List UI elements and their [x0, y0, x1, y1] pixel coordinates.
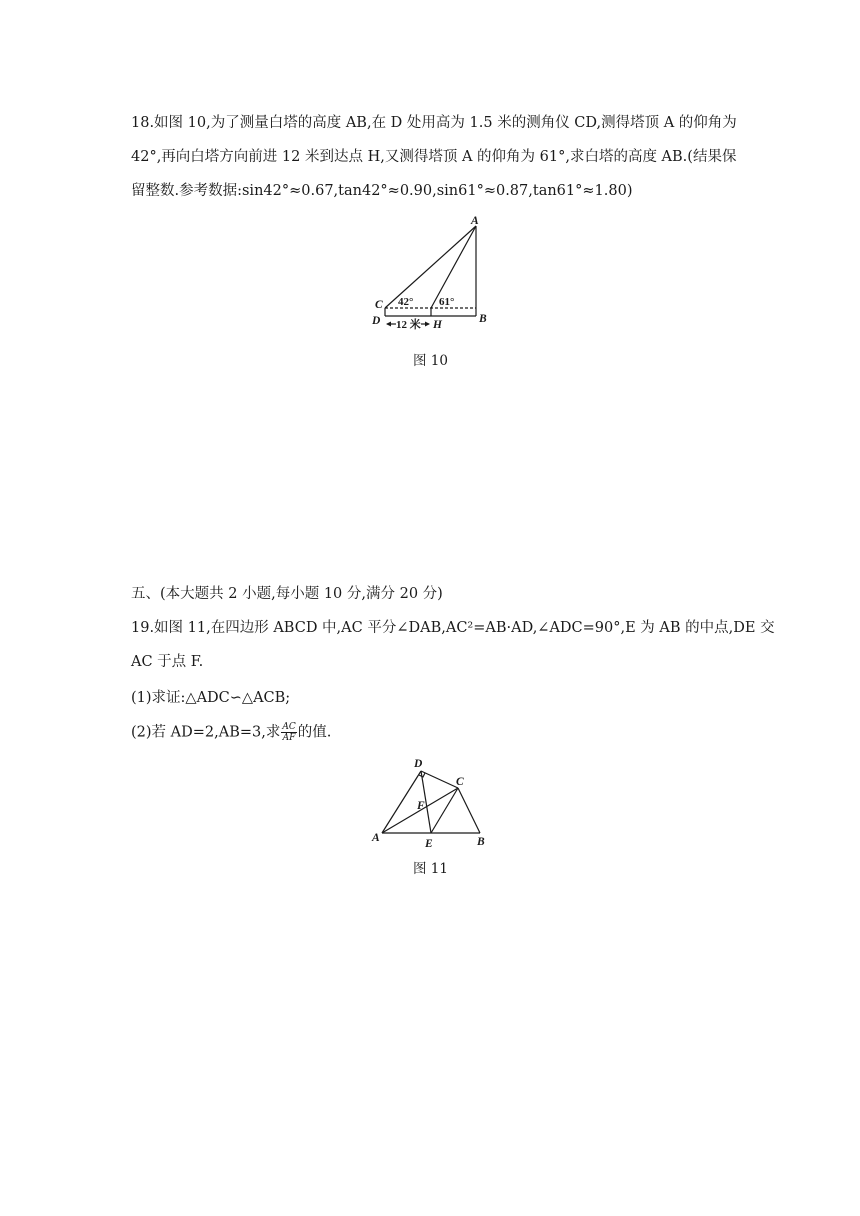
label-F: F	[417, 800, 425, 812]
distance-label: 12 米	[396, 319, 421, 331]
segment-CB	[458, 788, 480, 833]
q18-line-1: 18.如图 10,为了测量白塔的高度 AB,在 D 处用高为 1.5 米的测角仪 CD,测得塔顶 A 的仰角为	[131, 115, 737, 131]
q18-line-2: 42°,再向白塔方向前进 12 米到达点 H,又测得塔顶 A 的仰角为 61°,求白塔的高度 AB.(结果保	[131, 149, 737, 165]
q19-part-1: (1)求证:△ADC∽△ACB;	[131, 690, 291, 706]
angle-42-label: 42°	[398, 296, 414, 308]
label-B: B	[479, 313, 487, 325]
label-H: H	[433, 319, 442, 331]
label-D: D	[372, 315, 381, 327]
angle-61-label: 61°	[439, 296, 455, 308]
figure-10	[365, 212, 495, 334]
label-D: D	[414, 758, 423, 770]
q19-line-2: AC 于点 F.	[131, 654, 204, 670]
q19-part-2-suffix: 的值.	[297, 724, 332, 741]
section-5-heading: 五、(本大题共 2 小题,每小题 10 分,满分 20 分)	[131, 586, 443, 602]
label-C: C	[375, 299, 383, 311]
fraction-numerator: AC	[282, 722, 296, 732]
fraction-denominator: AF	[282, 733, 296, 743]
label-B: B	[477, 836, 485, 848]
segment-DC	[421, 771, 458, 788]
arrowhead-right	[425, 322, 430, 327]
q19-line-1: 19.如图 11,在四边形 ABCD 中,AC 平分∠DAB,AC²=AB·AD,∠ADC=90°,E 为 AB 的中点,DE 交	[131, 620, 775, 636]
q19-part-2	[131, 722, 731, 743]
figure-11	[368, 753, 494, 853]
segment-AD	[382, 771, 421, 833]
figure-10-caption: 图 10	[413, 353, 448, 369]
fraction-AC-over-AF	[281, 722, 296, 743]
q18-line-3: 留整数.参考数据:sin42°≈0.67,tan42°≈0.90,sin61°≈0.87,tan61°≈1.80)	[131, 183, 633, 199]
label-A: A	[471, 215, 479, 227]
q19-part-2-prefix: (2)若 AD=2,AB=3,求	[131, 724, 281, 741]
label-C: C	[456, 776, 464, 788]
segment-CE	[431, 788, 458, 833]
arrowhead-left	[386, 322, 391, 327]
figure-11-caption: 图 11	[413, 861, 448, 877]
label-E: E	[425, 838, 433, 850]
label-A: A	[372, 832, 380, 844]
